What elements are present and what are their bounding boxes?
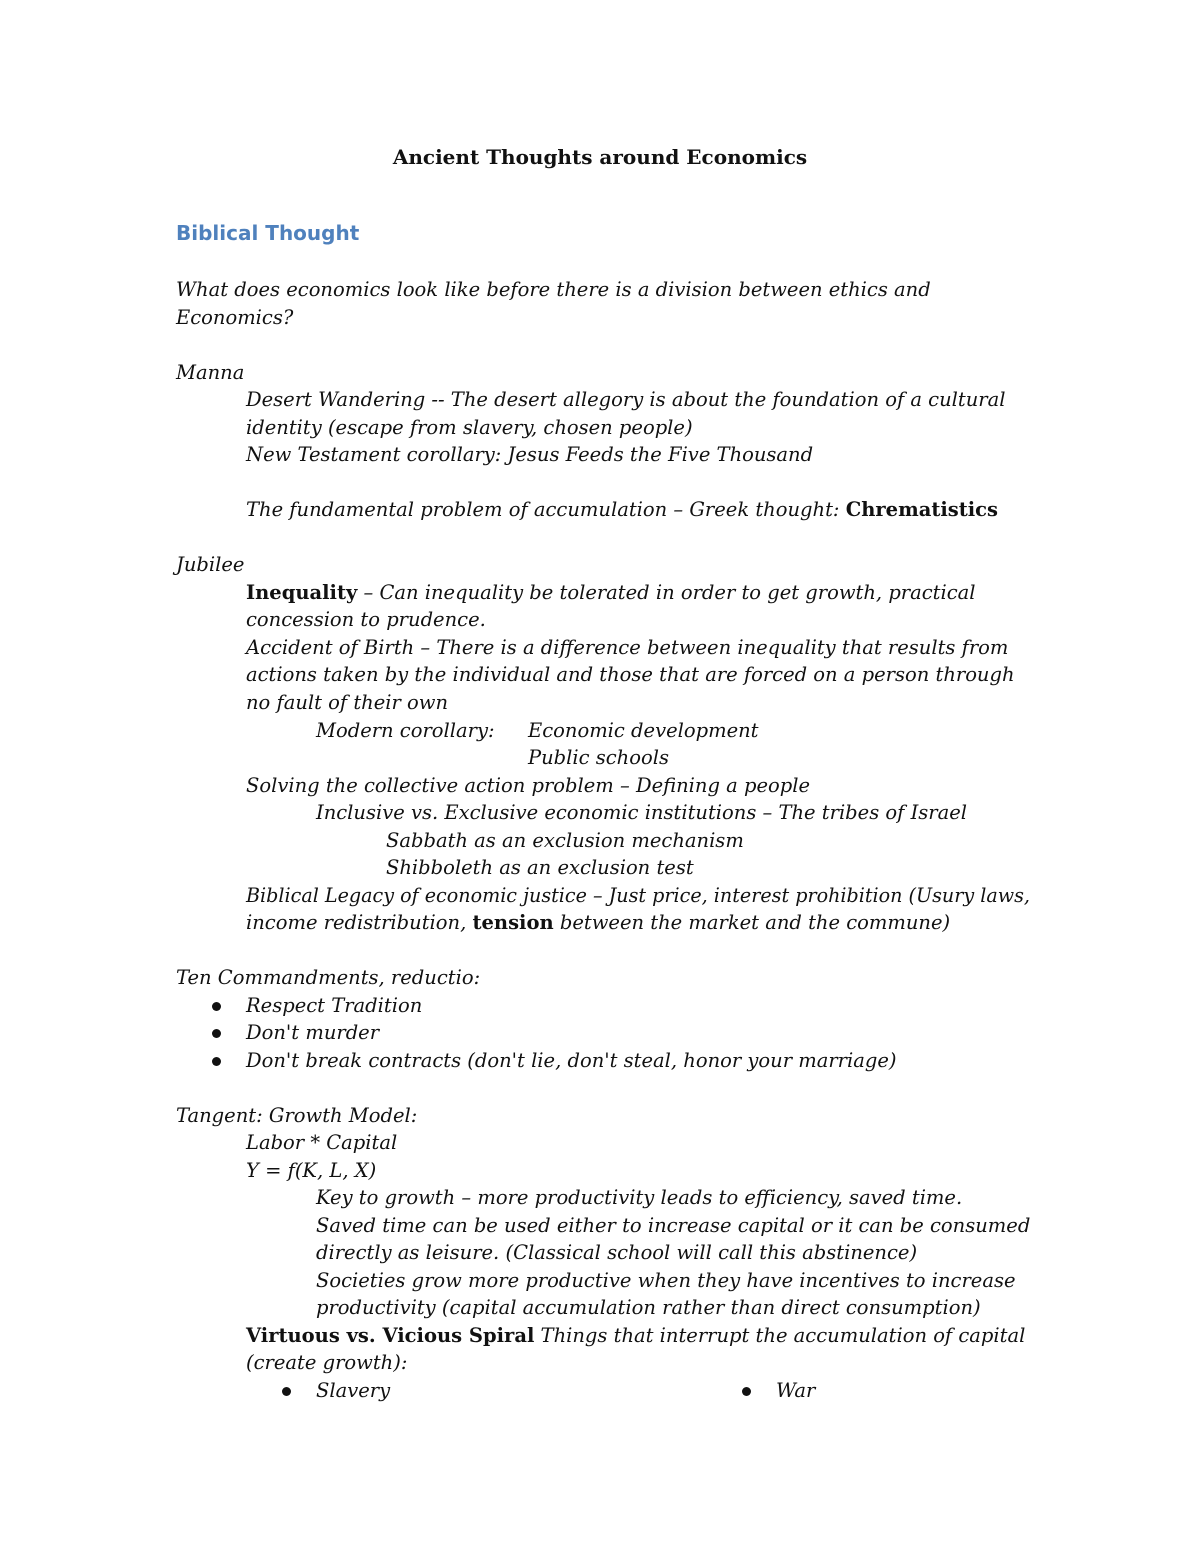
shibboleth-line: Shibboleth as an exclusion test — [386, 856, 694, 879]
spiral-line-2: (create growth): — [246, 1351, 408, 1374]
inequality-term: Inequality — [246, 581, 358, 604]
modern-corollary-label: Modern corollary: — [316, 719, 495, 742]
societies-line-1: Societies grow more productive when they have incentives to increase — [316, 1269, 1016, 1292]
saved-time-line-1: Saved time can be used either to increase capital or it can be consumed — [316, 1214, 1031, 1237]
section-heading: Biblical Thought — [176, 221, 360, 245]
bullet-icon — [282, 1387, 291, 1396]
legacy-text-a: income redistribution, — [246, 911, 473, 934]
inequality-line-1 — [246, 583, 976, 603]
bullet-icon — [212, 1029, 221, 1038]
spiral-line-1 — [246, 1326, 1025, 1346]
commandment-item-1: Respect Tradition — [246, 994, 423, 1017]
sabbath-line: Sabbath as an exclusion mechanism — [386, 829, 744, 852]
modern-item-1: Economic development — [528, 719, 759, 742]
inclusive-line: Inclusive vs. Exclusive economic institutions – The tribes of Israel — [316, 801, 968, 824]
jubilee-label: Jubilee — [176, 553, 245, 576]
saved-time-line-2: directly as leisure. (Classical school will call this abstinence) — [316, 1241, 918, 1264]
chrematistics-term: Chrematistics — [845, 498, 998, 521]
desert-line-1: Desert Wandering -- The desert allegory is about the foundation of a cultural — [246, 388, 1006, 411]
bullet-icon — [742, 1387, 751, 1396]
accumulation-line — [246, 500, 998, 520]
question-line-1: What does economics look like before there is a division between ethics and — [176, 278, 931, 301]
commandment-item-3: Don't break contracts (don't lie, don't steal, honor your marriage) — [246, 1049, 897, 1072]
growth-formula: Y = f(K, L, X) — [246, 1159, 377, 1182]
manna-label: Manna — [176, 361, 245, 384]
accident-line-1: Accident of Birth – There is a difference between inequality that results from — [246, 636, 1009, 659]
growth-model-label: Tangent: Growth Model: — [176, 1104, 418, 1127]
bullet-icon — [212, 1002, 221, 1011]
labor-capital-line: Labor * Capital — [246, 1131, 398, 1154]
interruption-item-2: War — [776, 1379, 816, 1402]
accident-line-3: no fault of their own — [246, 691, 449, 714]
societies-line-2: productivity (capital accumulation rather than direct consumption) — [316, 1296, 981, 1319]
modern-item-2: Public schools — [528, 746, 669, 769]
page-title: Ancient Thoughts around Economics — [392, 145, 808, 169]
spiral-term: Virtuous vs. Vicious Spiral — [246, 1324, 535, 1347]
legacy-line-1: Biblical Legacy of economic justice – Just price, interest prohibition (Usury laws, — [246, 884, 1030, 907]
tension-term: tension — [472, 911, 554, 934]
commandments-label: Ten Commandments, reductio: — [176, 966, 481, 989]
desert-line-2: identity (escape from slavery, chosen people) — [246, 416, 693, 439]
nt-corollary: New Testament corollary: Jesus Feeds the Five Thousand — [246, 443, 814, 466]
legacy-text-b: between the market and the commune) — [553, 911, 951, 934]
spiral-text: Things that interrupt the accumulation of capital — [534, 1324, 1026, 1347]
legacy-line-2 — [246, 913, 950, 933]
question-line-2: Economics? — [176, 306, 294, 329]
bullet-icon — [212, 1057, 221, 1066]
inequality-text: – Can inequality be tolerated in order to get growth, practical — [357, 581, 976, 604]
key-to-growth-line: Key to growth – more productivity leads to efficiency, saved time. — [316, 1186, 963, 1209]
commandment-item-2: Don't murder — [246, 1021, 380, 1044]
inequality-line-2: concession to prudence. — [246, 608, 486, 631]
collective-action-line: Solving the collective action problem – Defining a people — [246, 774, 811, 797]
interruption-item-1: Slavery — [316, 1379, 391, 1402]
accident-line-2: actions taken by the individual and those that are forced on a person through — [246, 663, 1015, 686]
accumulation-text: The fundamental problem of accumulation – Greek thought: — [246, 498, 846, 521]
